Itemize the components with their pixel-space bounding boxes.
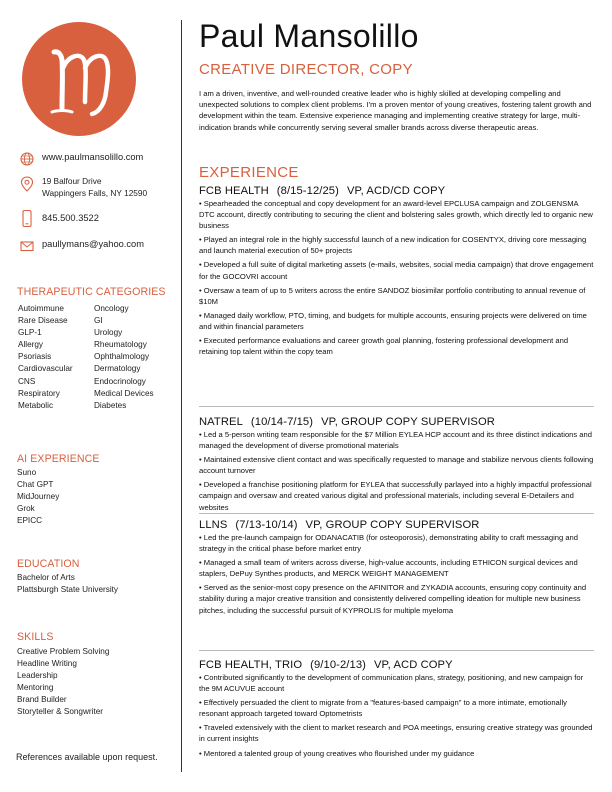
job-bullet: • Effectively persuaded the client to migrate from a "features-based campaign" to a more intimate, emotionally resonant approach targeted toward Optometrists <box>199 698 567 719</box>
skill-item: Creative Problem Solving <box>17 647 110 656</box>
job-company: FCB HEALTH, TRIO <box>199 659 303 671</box>
job-header <box>199 185 595 197</box>
therapeutic-category: Endocrinology <box>94 376 146 386</box>
therapeutic-category: Cardiovascular <box>18 364 73 374</box>
skills-heading: SKILLS <box>17 631 54 643</box>
job-role: VP, GROUP COPY SUPERVISOR <box>321 416 495 428</box>
references-note: References available upon request. <box>16 752 158 762</box>
therapeutic-category: Rheumatology <box>94 340 147 350</box>
job-dates: (10/14-7/15) <box>250 416 314 428</box>
therapeutic-category: Allergy <box>18 340 44 350</box>
job-entry <box>199 416 595 516</box>
therapeutic-category: Ophthalmology <box>94 352 150 362</box>
job-title: CREATIVE DIRECTOR, COPY <box>199 61 413 78</box>
skill-item: Mentoring <box>17 683 54 693</box>
job-bullet: • Spearheaded the conceptual and copy development for an award-level EPCLUSA campaign and ZOLGENSMA DTC account, directly contributing to securing the client and bolstering sales growth, which directly led to organic new business <box>199 199 593 231</box>
summary-paragraph: I am a driven, inventive, and well-rounded creative leader who is highly skilled at developing compelling and unexpected solutions to complex client problems. I'm a proven mentor of young creatives, fostering talent growth and development within the team. Extensive experience managing and implementing creative strategy for large, multi-indication brands while concurrently serving several smaller brands across diverse therapeutic areas. <box>199 89 592 132</box>
job-entry <box>199 519 595 619</box>
job-role: VP, ACD COPY <box>373 659 453 671</box>
therapeutic-category: Metabolic <box>18 400 54 410</box>
job-bullet: • Led a 5-person writing team responsible for the $7 Million EYLEA HCP account and its three distinct indications and managed the development of diverse promotional materials <box>199 430 592 451</box>
therapeutic-category: Diabetes <box>94 400 127 410</box>
ai-tool-item: Chat GPT <box>17 480 54 490</box>
therapeutic-category: Urology <box>94 328 123 338</box>
ai-list <box>17 467 59 527</box>
job-header <box>199 416 595 428</box>
therapeutic-category: Oncology <box>94 304 129 313</box>
person-name: Paul Mansolillo <box>199 18 419 54</box>
job-role: VP, ACD/CD COPY <box>346 185 446 197</box>
phone-text: 845.500.3522 <box>42 213 99 223</box>
email-text: paullymans@yahoo.com <box>42 239 144 249</box>
job-bullet: • Oversaw a team of up to 5 writers across the entire SANDOZ biosimilar portfolio contributing to annual revenue of $10M <box>199 285 586 306</box>
ai-tool-item: EPICC <box>17 516 43 526</box>
skill-item: Headline Writing <box>17 659 77 669</box>
job-company: LLNS <box>199 519 228 531</box>
sidebar <box>0 0 186 792</box>
job-bullet: • Contributed significantly to the development of communication plans, strategy, positioning, and new campaign for the 9M ACUVUE account <box>199 673 584 694</box>
job-bullets <box>199 672 595 759</box>
phone-icon <box>20 209 34 228</box>
job-dates: (8/15-12/25) <box>276 185 339 197</box>
address-line-1: 19 Balfour Drive <box>42 176 102 186</box>
job-bullet: • Developed a full suite of digital marketing assets (e-mails, websites, social media campaign) that drove engagement for the GOCOVRI account <box>199 260 594 281</box>
job-bullet: • Managed a small team of writers across diverse, high-value accounts, including ETHICON surgical devices and staplers, DePuy Synthes products, and MERCK WEIGHT MANAGEMENT <box>199 558 578 579</box>
contact-email[interactable] <box>20 238 144 254</box>
job-company: NATREL <box>199 416 243 428</box>
globe-icon <box>20 151 34 167</box>
job-bullet: • Maintained extensive client contact and was specifically requested to manage and stabilize nervous clients following account turnover <box>199 455 594 476</box>
skills-list <box>17 646 109 719</box>
job-bullet: • Developed a franchise positioning platform for EYLEA that successfully parlayed into a highly impactful professional campaign and oversaw and created various digital and professional materials, including several E-Detailers and websites <box>199 480 592 512</box>
job-entry <box>199 185 595 360</box>
website-text: www.paulmansolillo.com <box>42 152 144 162</box>
job-bullet: • Served as the senior-most copy presence on the AFINITOR and ZYKADIA accounts, ensuring copy continuity and stability during a major creative transition and consistently delivered compelling ideation for multiple new business pitches, including the successful pursuit of KYPROLIS for multiple myeloma <box>199 583 587 615</box>
job-bullet: • Led the pre-launch campaign for ODANACATIB (for osteoporosis), demonstrating ability to craft messaging and strategy in the critical phase before market entry <box>199 533 579 554</box>
therapeutic-category: Respiratory <box>18 388 60 398</box>
therapeutic-category: Rare Disease <box>18 316 68 326</box>
vertical-divider <box>181 20 182 772</box>
therapeutic-category: CNS <box>18 376 36 386</box>
ai-tool-item: Grok <box>17 504 35 514</box>
address-line-2: Wappingers Falls, NY 12590 <box>42 188 148 198</box>
job-bullets <box>199 532 595 616</box>
contact-website[interactable] <box>20 151 143 167</box>
education-list <box>17 572 118 596</box>
monogram-letter-icon <box>22 22 136 136</box>
section-divider <box>199 406 594 407</box>
therapeutic-heading: THERAPEUTIC CATEGORIES <box>17 286 166 298</box>
education-item: Bachelor of Arts <box>17 573 75 582</box>
skill-item: Storyteller & Songwriter <box>17 707 104 717</box>
job-bullets <box>199 198 595 357</box>
job-dates: (7/13-10/14) <box>235 519 298 531</box>
job-bullet: • Mentored a talented group of young creatives who flourished under my guidance <box>199 748 475 758</box>
therapeutic-category: Autoimmune <box>18 304 64 313</box>
therapeutic-category: Dermatology <box>94 364 141 374</box>
skill-item: Brand Builder <box>17 695 67 705</box>
job-bullet: • Played an integral role in the highly successful launch of a new indication for COSENTYX, driving core messaging and launch material execution of 50+ projects <box>199 235 587 256</box>
monogram-logo <box>22 22 136 136</box>
contact-phone[interactable] <box>20 209 99 228</box>
contact-address <box>20 175 147 199</box>
education-item: Plattsburgh State University <box>17 585 119 595</box>
therapeutic-category: Psoriasis <box>18 352 52 362</box>
job-role: VP, GROUP COPY SUPERVISOR <box>305 519 480 531</box>
education-heading: EDUCATION <box>17 558 80 570</box>
job-header <box>199 519 595 531</box>
job-bullet: • Managed daily workflow, PTO, timing, and budgets for multiple accounts, ensuring projects were delivered on time and within financial parameters <box>199 310 587 331</box>
therapeutic-category: GLP-1 <box>18 328 42 338</box>
experience-heading: EXPERIENCE <box>199 164 299 181</box>
job-bullet: • Traveled extensively with the client to market research and POA meetings, ensuring creative strategy was grounded in current insights <box>199 723 593 744</box>
skill-item: Leadership <box>17 671 58 681</box>
job-dates: (9/10-2/13) <box>310 659 366 671</box>
job-company: FCB HEALTH <box>199 185 269 197</box>
section-divider <box>199 650 594 651</box>
therapeutic-category: Medical Devices <box>94 388 154 398</box>
ai-heading: AI EXPERIENCE <box>17 453 100 465</box>
therapeutic-list <box>18 303 178 412</box>
job-header <box>199 659 595 671</box>
ai-tool-item: Suno <box>17 468 37 477</box>
location-pin-icon <box>20 175 34 193</box>
section-divider <box>199 513 594 514</box>
job-entry <box>199 659 595 762</box>
job-bullets <box>199 429 595 513</box>
therapeutic-category: GI <box>94 316 103 326</box>
envelope-icon <box>20 238 34 254</box>
ai-tool-item: MidJourney <box>17 492 60 502</box>
job-bullet: • Executed performance evaluations and career growth goal planning, fostering professional development and retaining top talent within the copy team <box>199 336 569 357</box>
